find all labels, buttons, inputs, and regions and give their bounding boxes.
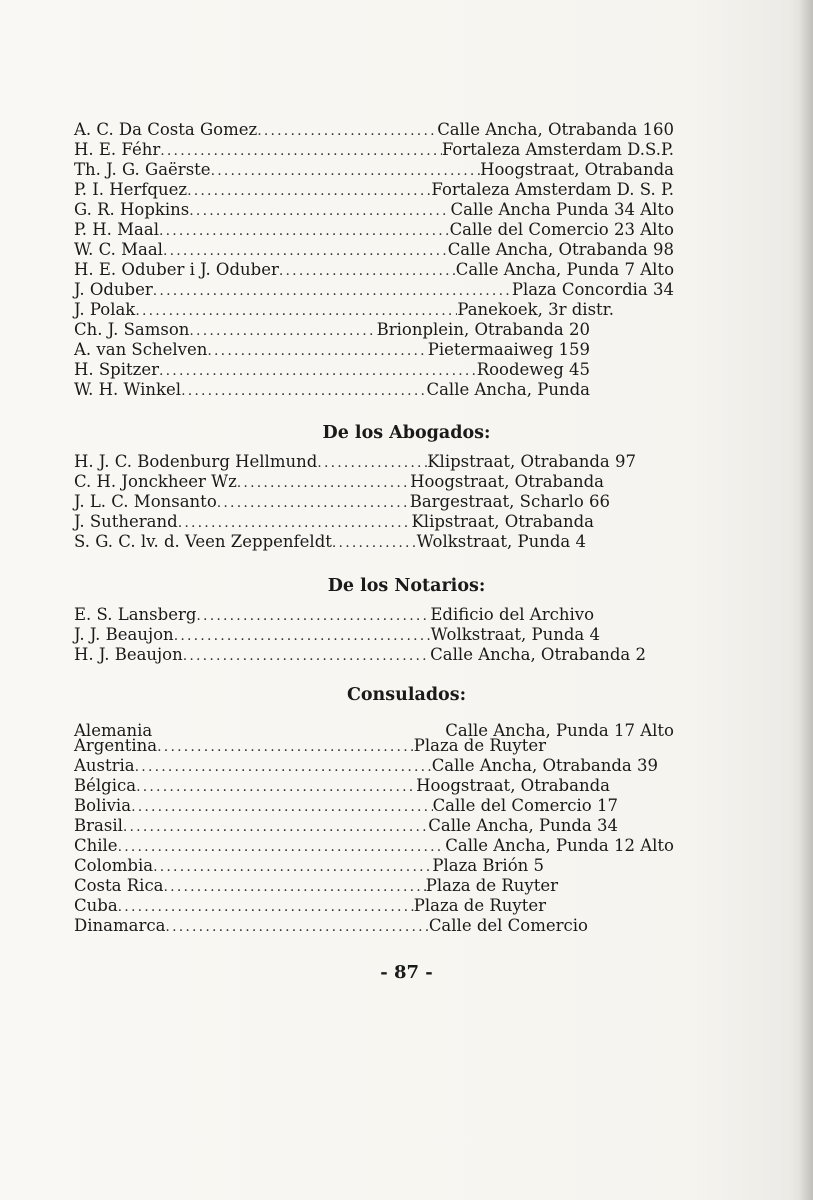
dot-leader [136, 777, 416, 797]
entry-name: Bolivia [74, 796, 132, 815]
entry-address: Calle Ancha, Otrabanda 2 [430, 645, 646, 664]
list-item [74, 220, 674, 240]
dot-leader [157, 737, 414, 757]
entry-address: Pietermaaiweg 159 [427, 340, 590, 359]
dot-leader [196, 606, 430, 626]
entry-address: Calle Ancha, Punda 34 [428, 816, 618, 835]
entry-address: Hoogstraat, Otrabanda [416, 776, 610, 795]
entry-address: Wolkstraat, Punda 4 [416, 532, 586, 551]
list-item [74, 472, 604, 492]
entry-name: S. G. C. lv. d. Veen Zeppenfeldt [74, 532, 332, 551]
list-item [74, 300, 614, 320]
entry-name: Costa Rica [74, 876, 164, 895]
dot-leader [118, 837, 446, 857]
list-item [74, 796, 618, 816]
list-item [74, 836, 674, 856]
entry-name: Brasil [74, 816, 123, 835]
list-item [74, 532, 586, 552]
entry-name: E. S. Lansberg [74, 605, 197, 624]
list-section-abogados [74, 452, 674, 552]
dot-leader [178, 513, 412, 533]
entry-address: Fortaleza Amsterdam D. S. P. [431, 180, 674, 199]
dot-leader [279, 261, 456, 281]
dot-leader [257, 121, 437, 141]
list-item [74, 260, 674, 280]
dot-leader [174, 626, 431, 646]
list-section-consulados [74, 716, 674, 936]
entry-name: P. H. Maal [74, 220, 159, 239]
entry-address: Plaza de Ruyter [413, 736, 546, 755]
entry-address: Calle Ancha, Punda [426, 380, 590, 399]
list-item [74, 180, 674, 200]
list-item [74, 716, 674, 740]
entry-address: Calle Ancha, Punda 7 Alto [455, 260, 674, 279]
list-item [74, 876, 558, 896]
list-item [74, 856, 544, 876]
list-item [74, 896, 546, 916]
list-item [74, 605, 594, 625]
entry-address: Plaza Brión 5 [432, 856, 544, 875]
entry-address: Hoogstraat, Otrabanda [410, 472, 604, 491]
dot-leader [152, 716, 445, 736]
section-heading-consulados: Consulados: [346, 685, 467, 705]
list-item [74, 200, 674, 220]
entry-name: Austria [74, 756, 135, 775]
entry-name: Bélgica [74, 776, 137, 795]
entry-name: W. H. Winkel [74, 380, 182, 399]
entry-name: J. Polak [74, 300, 136, 319]
list-item [74, 452, 636, 472]
entry-name: Argentina [74, 736, 158, 755]
dot-leader [164, 877, 426, 897]
entry-address: Panekoek, 3r distr. [457, 300, 614, 319]
dot-leader [118, 897, 414, 917]
entry-address: Calle Ancha, Punda 17 Alto [445, 721, 674, 740]
list-item [74, 320, 590, 340]
list-item [74, 736, 546, 756]
entry-address: Hoogstraat, Otrabanda [480, 160, 674, 179]
dot-leader [163, 241, 448, 261]
dot-leader [183, 646, 430, 666]
entry-name: Chile [74, 836, 118, 855]
entry-name: H. Spitzer [74, 360, 159, 379]
dot-leader [159, 361, 477, 381]
list-section-notarios [74, 605, 674, 665]
dot-leader [237, 473, 410, 493]
entry-name: A. van Schelven [74, 340, 208, 359]
dot-leader [207, 341, 427, 361]
entry-address: Calle Ancha Punda 34 Alto [450, 200, 674, 219]
entry-address: Calle Ancha, Otrabanda 160 [437, 120, 674, 139]
dot-leader [332, 533, 417, 553]
list-item [74, 756, 658, 776]
entry-name: Colombia [74, 856, 154, 875]
entry-address: Roodeweg 45 [476, 360, 590, 379]
entry-name: P. I. Herfquez [74, 180, 188, 199]
page-edge-shadow [799, 0, 813, 1200]
entry-address: Calle Ancha, Punda 12 Alto [445, 836, 674, 855]
entry-name: Cuba [74, 896, 118, 915]
list-item [74, 816, 618, 836]
entry-name: J. Oduber [74, 280, 153, 299]
entry-address: Plaza de Ruyter [413, 896, 546, 915]
entry-address: Fortaleza Amsterdam D.S.P. [441, 140, 674, 159]
entry-name: H. E. Oduber i J. Oduber [74, 260, 279, 279]
dot-leader [211, 161, 481, 181]
entry-name: H. E. Féhr [74, 140, 161, 159]
entry-address: Calle Ancha, Otrabanda 39 [431, 756, 658, 775]
entry-address: Edificio del Archivo [430, 605, 594, 624]
entry-name: Dinamarca [74, 916, 166, 935]
dot-leader [165, 917, 428, 937]
entry-address: Plaza de Ruyter [425, 876, 558, 895]
entry-address: Plaza Concordia 34 [511, 280, 674, 299]
dot-leader [217, 493, 410, 513]
entry-name: H. J. Beaujon [74, 645, 183, 664]
list-item [74, 916, 588, 936]
dot-leader [131, 797, 433, 817]
entry-name: Th. J. G. Gaërste [74, 160, 211, 179]
entry-address: Wolkstraat, Punda 4 [430, 625, 600, 644]
list-item [74, 340, 590, 360]
list-item [74, 160, 674, 180]
dot-leader [160, 141, 442, 161]
list-item [74, 625, 600, 645]
dot-leader [181, 381, 426, 401]
list-item [74, 240, 674, 260]
dot-leader [153, 281, 512, 301]
entry-name: G. R. Hopkins [74, 200, 190, 219]
list-item [74, 360, 590, 380]
list-item [74, 512, 594, 532]
entry-name: Ch. J. Samson [74, 320, 190, 339]
page-number: - 87 - [380, 962, 433, 983]
list-item [74, 280, 674, 300]
dot-leader [135, 301, 457, 321]
entry-address: Bargestraat, Scharlo 66 [409, 492, 610, 511]
entry-name: W. C. Maal [74, 240, 163, 259]
list-section-1 [74, 120, 674, 400]
list-item [74, 492, 610, 512]
entry-name: C. H. Jonckheer Wz [74, 472, 237, 491]
entry-name: J. J. Beaujon [74, 625, 174, 644]
dot-leader [159, 221, 450, 241]
section-heading-notarios: De los Notarios: [327, 576, 486, 596]
entry-address: Calle del Comercio [428, 916, 588, 935]
dot-leader [153, 857, 432, 877]
dot-leader [135, 757, 432, 777]
entry-name: H. J. C. Bodenburg Hellmund [74, 452, 318, 471]
entry-address: Klipstraat, Otrabanda 97 [427, 452, 636, 471]
dot-leader [317, 453, 427, 473]
section-heading-abogados: De los Abogados: [322, 423, 491, 443]
entry-name: Alemania [74, 721, 153, 740]
dot-leader [187, 181, 431, 201]
list-item [74, 776, 610, 796]
entry-address: Calle del Comercio 17 [432, 796, 618, 815]
list-item [74, 120, 674, 140]
entry-address: Klipstraat, Otrabanda [411, 512, 594, 531]
dot-leader [189, 201, 450, 221]
dot-leader [189, 321, 376, 341]
list-item [74, 140, 674, 160]
list-item [74, 645, 646, 665]
entry-name: J. L. C. Monsanto [74, 492, 217, 511]
list-item [74, 380, 590, 400]
entry-address: Calle Ancha, Otrabanda 98 [447, 240, 674, 259]
dot-leader [123, 817, 428, 837]
entry-address: Calle del Comercio 23 Alto [449, 220, 674, 239]
entry-name: A. C. Da Costa Gomez [74, 120, 258, 139]
entry-name: J. Sutherand [74, 512, 178, 531]
entry-address: Brionplein, Otrabanda 20 [376, 320, 590, 339]
